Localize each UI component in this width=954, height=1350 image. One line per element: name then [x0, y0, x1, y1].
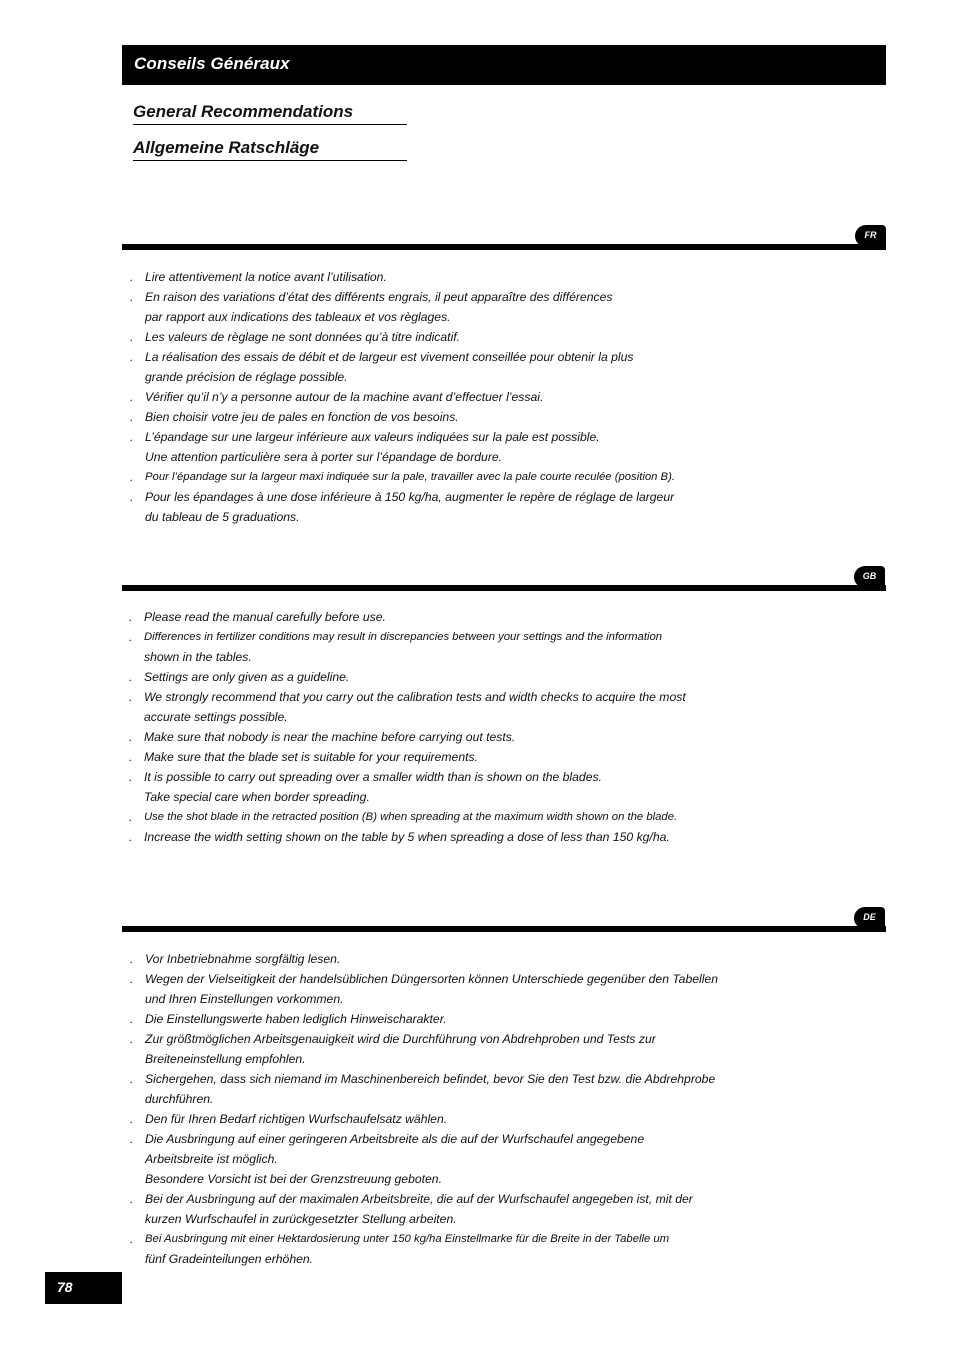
list-item-text: Vor Inbetriebnahme sorgfältig lesen.: [145, 952, 341, 966]
section-divider-de: [122, 926, 886, 932]
recommendation-list-fr: [130, 267, 675, 527]
bullet-marker: .: [129, 810, 133, 824]
list-item-text: fünf Gradeinteilungen erhöhen.: [145, 1252, 314, 1266]
list-item-text: En raison des variations d’état des différents engrais, il peut apparaître des différences: [145, 290, 613, 304]
list-item-text: Take special care when border spreading.: [144, 790, 370, 804]
recommendation-list-de: [130, 949, 718, 1269]
list-item-text: Die Einstellungswerte haben lediglich Hinweischarakter.: [145, 1012, 447, 1026]
list-item-text: kurzen Wurfschaufel in zurückgesetzter Stellung arbeiten.: [145, 1212, 457, 1226]
section-divider-gb: [122, 585, 886, 591]
bullet-marker: .: [130, 490, 134, 504]
bullet-marker: .: [130, 1072, 134, 1086]
list-item-text: It is possible to carry out spreading over a smaller width than is shown on the blades.: [144, 770, 602, 784]
list-item-text: Den für Ihren Bedarf richtigen Wurfschaufelsatz wählen.: [145, 1112, 448, 1126]
language-code-gb: GB: [862, 571, 877, 581]
list-item-text: Pour les épandages à une dose inférieure à 150 kg/ha, augmenter le repère de réglage de largeur: [145, 490, 675, 504]
bullet-marker: .: [130, 410, 134, 424]
list-item: [130, 1029, 718, 1069]
list-item: [130, 1229, 718, 1269]
list-item: [129, 767, 686, 807]
list-item-text: shown in the tables.: [144, 650, 252, 664]
list-item: [130, 427, 675, 467]
list-item-text: accurate settings possible.: [144, 710, 288, 724]
bullet-marker: .: [129, 750, 133, 764]
list-item-text: und Ihren Einstellungen vorkommen.: [145, 992, 344, 1006]
list-item-text: par rapport aux indications des tableaux et vos règlages.: [145, 310, 451, 324]
bullet-marker: .: [130, 290, 134, 304]
page-number: 78: [57, 1279, 73, 1295]
list-item: [130, 1069, 718, 1109]
subtitle-german: Allgemeine Ratschläge: [133, 138, 407, 161]
list-item-text: Arbeitsbreite ist möglich.: [145, 1152, 278, 1166]
page-number-box: [45, 1272, 122, 1304]
bullet-marker: .: [129, 690, 133, 704]
list-item: [130, 287, 675, 327]
list-item-text: Make sure that nobody is near the machine before carrying out tests.: [144, 730, 516, 744]
list-item: [129, 667, 686, 687]
list-item-text: Sichergehen, dass sich niemand im Maschinenbereich befindet, bevor Sie den Test bzw. die Abdrehprobe: [145, 1072, 716, 1086]
page-title: Conseils Généraux: [134, 54, 290, 73]
list-item: [130, 969, 718, 1009]
bullet-marker: .: [130, 1232, 134, 1246]
list-item-text: Bei der Ausbringung auf der maximalen Arbeitsbreite, die auf der Wurfschaufel angegeben ist, mit der: [145, 1192, 693, 1206]
section-divider-fr: [122, 244, 886, 250]
list-item-text: Bien choisir votre jeu de pales en fonction de vos besoins.: [145, 410, 459, 424]
list-item: [130, 1189, 718, 1229]
list-item-text: Please read the manual carefully before use.: [144, 610, 386, 624]
list-item-text: Increase the width setting shown on the table by 5 when spreading a dose of less than 150 kg/ha.: [144, 830, 670, 844]
bullet-marker: .: [130, 972, 134, 986]
recommendation-list-gb: [129, 607, 686, 847]
list-item-text: Une attention particulière sera à porter sur l’épandage de bordure.: [145, 450, 503, 464]
list-item-text: Besondere Vorsicht ist bei der Grenzstreuung geboten.: [145, 1172, 442, 1186]
list-item-text: Use the shot blade in the retracted position (B) when spreading at the maximum width shown on the blade.: [144, 811, 678, 823]
bullet-marker: .: [129, 730, 133, 744]
list-item-text: Zur größtmöglichen Arbeitsgenauigkeit wird die Durchführung von Abdrehproben und Tests zur: [145, 1032, 656, 1046]
bullet-marker: .: [129, 770, 133, 784]
bullet-marker: .: [130, 1192, 134, 1206]
bullet-marker: .: [130, 330, 134, 344]
list-item: [129, 747, 686, 767]
list-item: [129, 827, 686, 847]
bullet-marker: .: [130, 1012, 134, 1026]
list-item-text: Lire attentivement la notice avant l’utilisation.: [145, 270, 387, 284]
list-item: [130, 267, 675, 287]
bullet-marker: .: [129, 670, 133, 684]
bullet-marker: .: [130, 350, 134, 364]
header-title-bar: [122, 45, 886, 85]
bullet-marker: .: [129, 610, 133, 624]
language-code-de: DE: [863, 912, 876, 922]
list-item: [130, 1129, 718, 1189]
bullet-marker: .: [130, 1112, 134, 1126]
list-item-text: Breiteneinstellung empfohlen.: [145, 1052, 306, 1066]
list-item-text: Settings are only given as a guideline.: [144, 670, 350, 684]
list-item-text: Bei Ausbringung mit einer Hektardosierung unter 150 kg/ha Einstellmarke für die Breite in der Tabelle um: [145, 1233, 670, 1245]
language-code-fr: FR: [864, 230, 877, 240]
subtitle-english: General Recommendations: [133, 102, 407, 125]
bullet-marker: .: [130, 270, 134, 284]
list-item-text: grande précision de réglage possible.: [145, 370, 348, 384]
list-item-text: Pour l’épandage sur la largeur maxi indiquée sur la pale, travailler avec la pale courte reculée (position B).: [145, 471, 675, 483]
bullet-marker: .: [130, 430, 134, 444]
list-item-text: durchführen.: [145, 1092, 214, 1106]
list-item: [130, 467, 675, 487]
list-item: [130, 487, 675, 527]
list-item: [129, 807, 686, 827]
bullet-marker: .: [130, 952, 134, 966]
bullet-marker: .: [130, 1132, 134, 1146]
list-item-text: We strongly recommend that you carry out the calibration tests and width checks to acquire the most: [144, 690, 686, 704]
bullet-marker: .: [129, 630, 133, 644]
list-item-text: La réalisation des essais de débit et de largeur est vivement conseillée pour obtenir la plus: [145, 350, 634, 364]
list-item: [129, 607, 686, 627]
list-item: [130, 387, 675, 407]
list-item: [130, 949, 718, 969]
bullet-marker: .: [129, 830, 133, 844]
list-item: [130, 407, 675, 427]
list-item-text: Make sure that the blade set is suitable for your requirements.: [144, 750, 478, 764]
list-item: [129, 687, 686, 727]
list-item: [129, 727, 686, 747]
bullet-marker: .: [130, 390, 134, 404]
list-item: [130, 1109, 718, 1129]
list-item-text: Les valeurs de règlage ne sont données qu’à titre indicatif.: [145, 330, 461, 344]
list-item: [130, 347, 675, 387]
list-item-text: Die Ausbringung auf einer geringeren Arbeitsbreite als die auf der Wurfschaufel angegebene: [145, 1132, 645, 1146]
list-item-text: du tableau de 5 graduations.: [145, 510, 300, 524]
list-item: [130, 1009, 718, 1029]
list-item: [130, 327, 675, 347]
bullet-marker: .: [130, 470, 134, 484]
list-item-text: Wegen der Vielseitigkeit der handelsüblichen Düngersorten können Unterschiede gegenüber den Tabellen: [145, 972, 718, 986]
bullet-marker: .: [130, 1032, 134, 1046]
list-item-text: Differences in fertilizer conditions may result in discrepancies between your settings and the information: [144, 631, 663, 643]
list-item-text: Vérifier qu’il n’y a personne autour de la machine avant d’effectuer l’essai.: [145, 390, 544, 404]
list-item: [129, 627, 686, 667]
list-item-text: L’épandage sur une largeur inférieure aux valeurs indiquées sur la pale est possible.: [145, 430, 600, 444]
